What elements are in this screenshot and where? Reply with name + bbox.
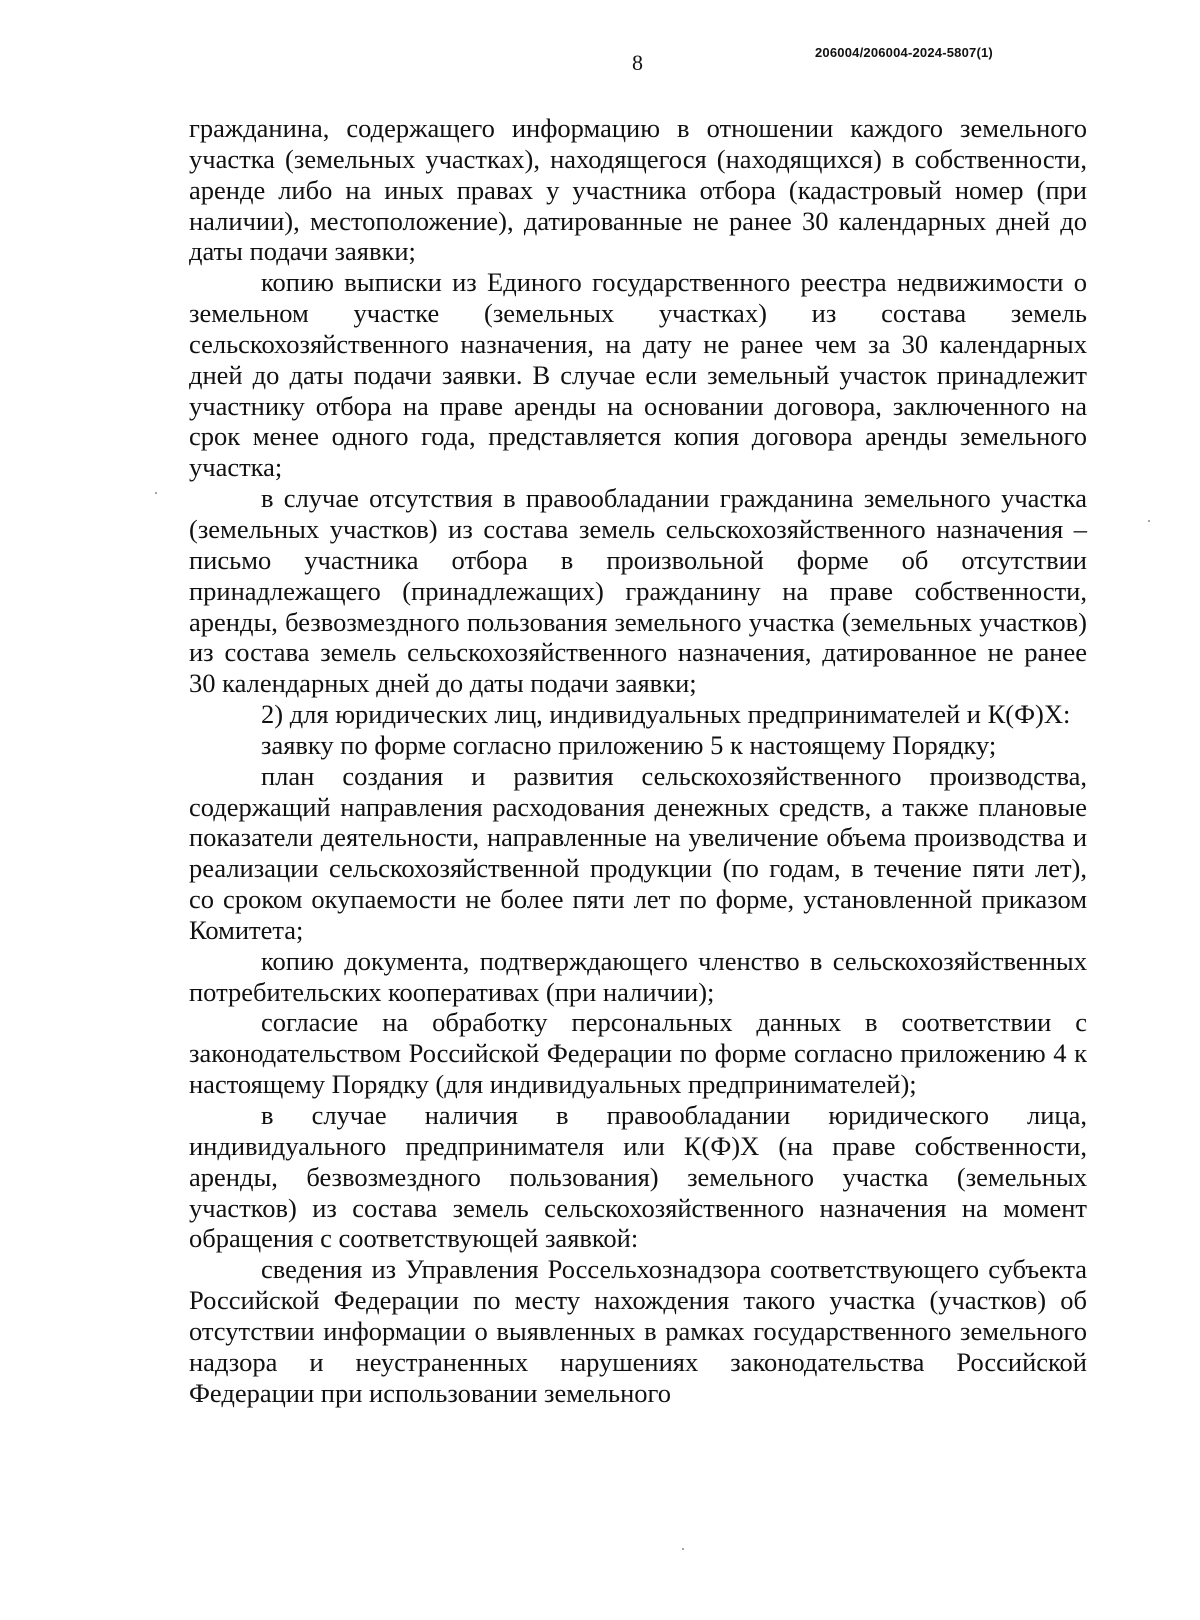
paragraph: гражданина, содержащего информацию в отношении каждого земельного участка (земельных участках), находящегося (находящихся) в собственности, аренде либо на иных правах у участника отбора (кадастровый номер (при наличии), местоположение), датированные не ранее 30 календарных дней до даты подачи заявки;	[189, 113, 1087, 267]
paragraph: копию выписки из Единого государственного реестра недвижимости о земельном участке (земельных участках) из состава земель сельскохозяйственного назначения, на дату не ранее чем за 30 календарных дней до даты подачи заявки. В случае если земельный участок принадлежит участнику отбора на праве аренды на основании договора, заключенного на срок менее одного года, представляется копия договора аренды земельного участка;	[189, 267, 1087, 483]
page-number: 8	[632, 50, 643, 75]
paragraph: копию документа, подтверждающего членство в сельскохозяйственных потребительских кооперативах (при наличии);	[189, 945, 1087, 1007]
paragraph: согласие на обработку персональных данных в соответствии с законодательством Российской Федерации по форме согласно приложению 4 к настоящему Порядку (для индивидуальных предпринимателей);	[189, 1007, 1087, 1100]
paragraph: в случае отсутствия в правообладании гражданина земельного участка (земельных участков) из состава земель сельскохозяйственного назначения – письмо участника отбора в произвольной форме об отсутствии принадлежащего (принадлежащих) гражданину на праве собственности, аренды, безвозмездного пользования земельного участка (земельных участков) из состава земель сельскохозяйственного назначения, датированное не ранее 30 календарных дней до даты подачи заявки;	[189, 483, 1087, 699]
scan-speck	[1148, 520, 1150, 522]
paragraph: 2) для юридических лиц, индивидуальных предпринимателей и К(Ф)Х:	[261, 699, 1071, 730]
scan-speck	[682, 1548, 684, 1550]
scan-speck	[155, 492, 157, 494]
paragraph: в случае наличия в правообладании юридического лица, индивидуального предпринимателя или К(Ф)Х (на праве собственности, аренды, безвозмездного пользования) земельного участка (земельных участков) из состава земель сельскохозяйственного назначения на момент обращения с соответствующей заявкой:	[189, 1100, 1087, 1254]
document-body	[189, 113, 1087, 1408]
paragraph: план создания и развития сельскохозяйственного производства, содержащий направления расходования денежных средств, а также плановые показатели деятельности, направленные на увеличение объема производства и реализации сельскохозяйственной продукции (по годам, в течение пяти лет), со сроком окупаемости не более пяти лет по форме, установленной приказом Комитета;	[189, 760, 1087, 945]
paragraph: сведения из Управления Россельхознадзора соответствующего субъекта Российской Федерации по месту нахождения такого участка (участков) об отсутствии информации о выявленных в рамках государственного земельного надзора и неустраненных нарушениях законодательства Российской Федерации при использовании земельного	[189, 1254, 1087, 1408]
registry-number: 206004/206004-2024-5807(1)	[815, 45, 993, 60]
paragraph: заявку по форме согласно приложению 5 к настоящему Порядку;	[261, 729, 997, 760]
